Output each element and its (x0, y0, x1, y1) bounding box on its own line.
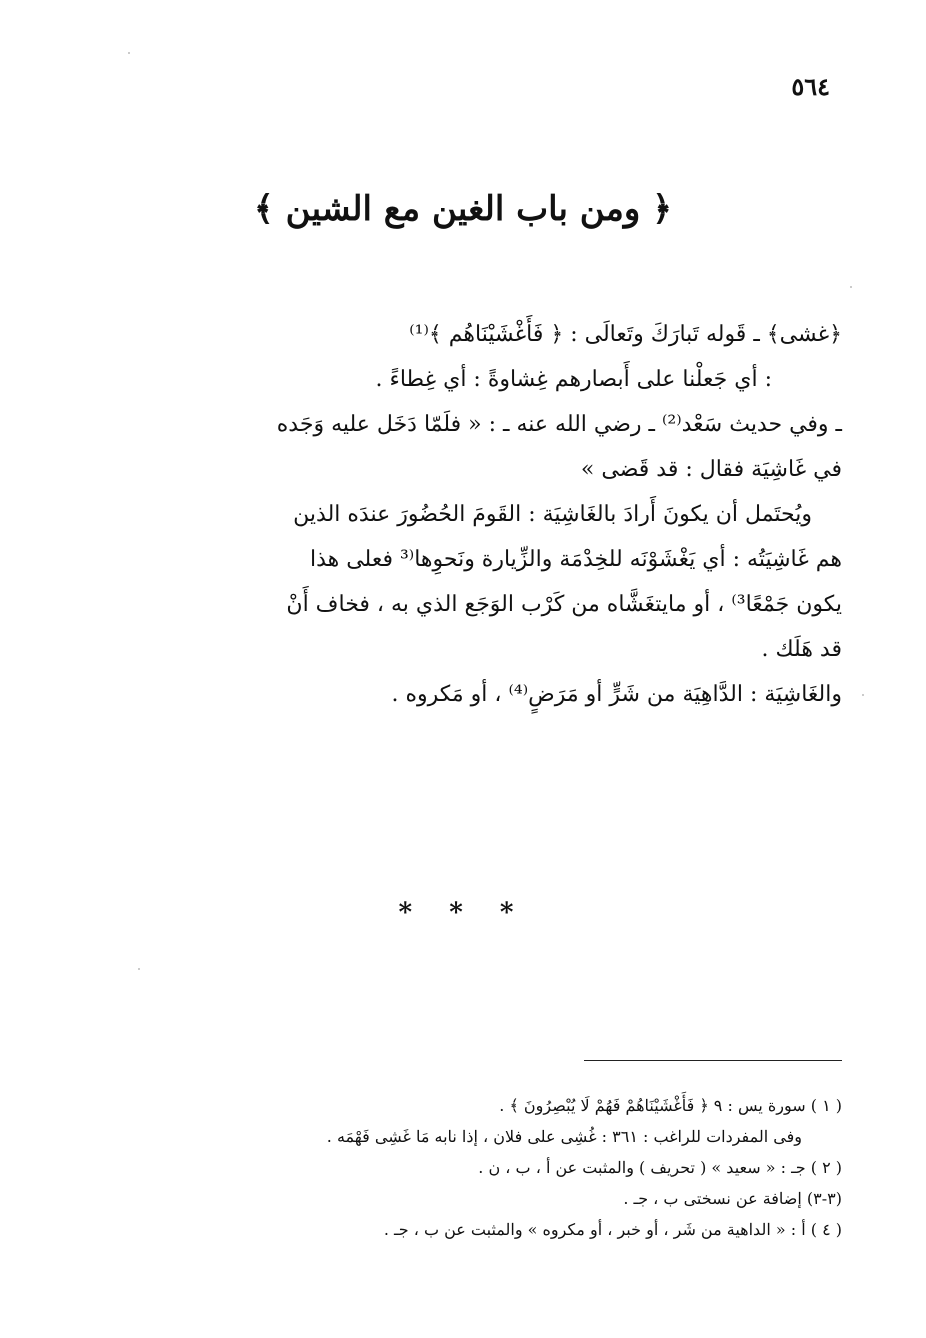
body-line: ـ وفي حديث سَعْد⁽²⁾ ـ رضي الله عنه ـ : « فلَمّا دَخَل عليه وَجَده (276, 412, 842, 437)
body-line: والغَاشِيَة : الدَّاهِيَة من شَرٍّ أو مَرَضٍ⁽⁴⁾ ، أو مَكروه . (391, 682, 842, 707)
footnote-3: (٣-٣) إضافة عن نسختى ب ، جـ . (623, 1189, 842, 1208)
footnote-1-continuation: وفى المفردات للراغب : ٣٦١ : غُشِى على فلان ، إذا نابه مَا غَشِى فَهْمَه . (326, 1127, 802, 1146)
footnotes (82, 1090, 842, 1245)
body-line: ﴿غشى﴾ ـ قَوله تَبارَكَ وتَعالَى : ﴿ فَأَغْشَيْنَاهُم ﴾⁽¹⁾ (409, 322, 842, 347)
footnote-1: ( ١ ) سورة يس : ٩ ﴿ فَأَغْشَيْنَاهُمْ فَهُمْ لَا يُبْصِرُونَ ﴾ . (499, 1096, 842, 1115)
page-number: ٥٦٤ (791, 72, 830, 101)
body-line: يكون جَمْعًا³⁾ ، أو مايتغَشَّاه من كَرْب الوَجَع الذي به ، فخاف أَنْ (286, 592, 842, 617)
section-separator: * * * (398, 898, 528, 928)
body-text (82, 312, 842, 717)
footnote-rule (584, 1060, 842, 1061)
body-line: هم غَاشِيَتُه : أي يَغْشَوْنَه للخِدْمَة والزِّيارة ونَحوِها⁽³ فعلى هذا (309, 547, 842, 572)
body-line: : أي جَعلْنا على أَبصارهم غِشاوةً : أي غِطاءً . (375, 367, 772, 392)
body-line: قد هَلَك . (761, 637, 842, 662)
footnote-2: ( ٢ ) جـ : « سعيد » ( تحريف ) والمثبت عن أ ، ب ، ن . (478, 1158, 842, 1177)
body-line: في غَاشِيَة فقال : قد قَضى » (580, 457, 842, 482)
section-title: ﴿ ومن باب الغين مع الشين ﴾ (253, 189, 673, 229)
footnote-4: ( ٤ ) أ : « الداهية من شَر ، أو خبر ، أو مكروه » والمثبت عن ب ، جـ . (383, 1220, 842, 1239)
body-line: ويُحتَمل أن يكونَ أَرادَ بالغَاشِيَة : القَومَ الحُضُورَ عندَه الذين (293, 502, 812, 527)
